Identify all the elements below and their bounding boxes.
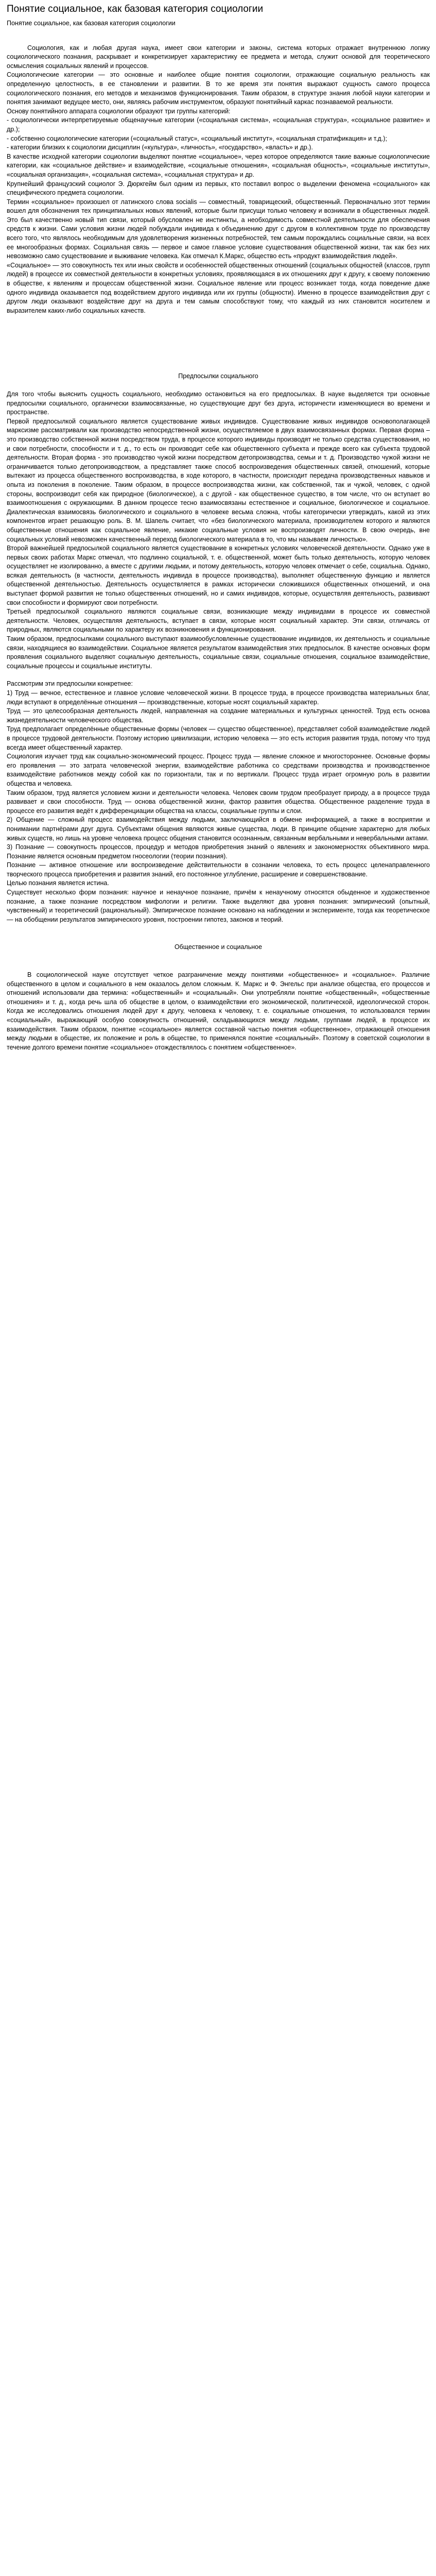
paragraph: Познание — активное отношение или воспроизведение действительности в сознании человека, то есть процесс целенаправленного творческого процесса приобретения и развития знаний, его постоянное углубление, расширение и совершенствование. [7, 861, 430, 878]
paragraph: Основу понятийного аппарата социологии образуют три группы категорий: [7, 107, 231, 115]
paragraph: «Социальное» — это совокупность тех или иных свойств и особенностей общественных отношений (социальных общностей (классов, групп людей) в процессе их совместной деятельности в конкретных условиях, проявляющаяся в их отношениях друг к другу, к своему положению в обществе, к явлениям и процессам общественной жизни. Социальное явление или процесс возникает тогда, когда поведение даже одного индивида оказывается под воздействием другого индивида или их группы (общности). Именно в процессе взаимодействия друг с другом люди оказывают воздействие друг на друга и тем самым способствуют тому, что каждый из них становится носителем и выразителем каких-либо социальных качеств. [7, 261, 430, 314]
paragraph: 3) Познание — совокупность процессов, процедур и методов приобретения знаний о явлениях и закономерностях объективного мира. Познание является основным предметом гносеологии (теории познания). [7, 843, 430, 860]
intro-section [7, 44, 430, 316]
document-subtitle: Понятие социальное, как базовая категория социологии [7, 20, 176, 27]
paragraph: 1) Труд — вечное, естественное и главное условие человеческой жизни. В процессе труда, в процессе производства материальных благ, люди вступают в определённые отношения — производственные, которые носят социальный характер. [7, 689, 430, 706]
document-content [7, 3, 430, 1052]
section-heading: Предпосылки социального [178, 372, 258, 380]
prerequisites-section [7, 390, 430, 671]
document-title: Понятие социальное, как базовая категория социологии [7, 4, 264, 14]
paragraph: Третьей предпосылкой социального являются социальные связи, возникающие между индивидами в процессе их совместной деятельности. Человек, осуществляя деятельность, вступает в связи, которые носят социальный характер. Эти связи, отличаясь от природных, являются социальными по характеру их возникновения и функционирования. [7, 608, 430, 634]
paragraph: Рассмотрим эти предпосылки конкретнее: [7, 680, 133, 688]
paragraph: Труд предполагает определённые общественные формы (человек — существо общественное), представляет собой взаимодействие людей в процессе трудовой деятельности. Поэтому историю цивилизации, историю человека — это есть история развития труда, потому что труд всегда имеет общественный характер. [7, 725, 430, 751]
paragraph: Крупнейший французский социолог Э. Дюркгейм был одним из первых, кто поставил вопрос о выделении феномена «социального» как специфического предмета социологии. [7, 180, 430, 197]
paragraph: Целью познания является истина. [7, 879, 109, 887]
paragraph: Таким образом, труд является условием жизни и деятельности человека. Человек своим трудом преобразует природу, а в процессе труда развивает и свои способности. Труд — основа общественной жизни, фактор развития общества. Общественное разделение труда в процессе его развития ведёт к дифференциации общества на классы, социальные группы и слои. [7, 789, 430, 815]
paragraph: Социология изучает труд как социально-экономический процесс. Процесс труда — явление сложное и многостороннее. Основные формы его проявления — это затрата человеческой энергии, взаимодействие работника со средствами производства и производственное взаимодействие работников между собой как по горизонтали, так и по вертикали. Процесс труда играет огромную роль в развитии общества и человека. [7, 753, 430, 787]
paragraph: Социология, как и любая другая наука, имеет свои категории и законы, система которых отражает внутреннюю логику социологического познания, раскрывает и конкретизирует характеристику ее предмета и метода, служит основой для теоретического осмысления социальных явлений и процессов. [7, 44, 430, 70]
paragraph: Социологические категории — это основные и наиболее общие понятия социологии, отражающие социальную реальность как определенную целостность, в ее становлении и развитии. В то же время эти понятия выражают сущность самого процесса социологического познания, его методов и механизмов функционирования. Таким образом, в структуре знания любой науки категории и понятия занимают ведущее место, они, являясь рабочим инструментом, образуют понятийный каркас познаваемой реальности. [7, 71, 430, 106]
paragraph: - собственно социологические категории («социальный статус», «социальный институт», «социальная стратификация» и т.д.); [7, 134, 387, 142]
paragraph: - категории близких к социологии дисциплин («культура», «личность», «государство», «власть» и др.). [7, 144, 313, 151]
paragraph: - социологически интерпретируемые общенаучные категории («социальная система», «социальная структура», «социальное развитие» и др.); [7, 116, 430, 133]
paragraph: Существует несколько форм познания: научное и ненаучное познание, причём к ненаучному относятся обыденное и художественное познание, а также познание посредством мифологии и религии. Также выделяют два уровня познания: эмпирический (опытный, чувственный) и теоретический (рациональный). Эмпирическое познание основано на наблюдении и эксперименте, тогда как теоретическое — на обобщении результатов эмпирического уровня, построении гипотез, законов и теорий. [7, 889, 430, 923]
public-and-social-section [7, 971, 430, 1052]
paragraph: Труд — это целесообразная деятельность людей, направленная на создание материальных и культурных ценностей. Труд есть основа жизнедеятельности человеческого общества. [7, 707, 430, 724]
details-section [7, 680, 430, 924]
paragraph: Для того чтобы выяснить сущность социального, необходимо остановиться на его предпосылках. В науке выделяется три основные предпосылки социального, органически взаимосвязанные, но существующие друг без друга, историчести изменяющиеся во времени и пространстве. [7, 391, 430, 416]
paragraph: Таким образом, предпосылками социального выступают взаимообусловленные существование индивидов, их деятельность и социальные связи, находящиеся во взаимодействии. Социальное является результатом взаимодействия этих предпосылок. В качестве основных форм проявления социального выделяют социальную деятельность, социальные связи, социальные отношения, социальное взаимодействие, социальные процессы и социальные институты. [7, 635, 430, 670]
paragraph: В социологической науке отсутствует четкое разграничение между понятиями «общественное» и «социальное». Различие общественного в целом и социального в нем оказалось делом сложным. К. Маркс и Ф. Энгельс при анализе общества, его процессов и отношений использовали два термина: «общественный» и «социальный». Они употребляли понятие «общественный», «общественные отношения» и т. д., когда речь шла об обществе в целом, о взаимодействии его экономической, политической, идеологической сторон. Когда же исследовались отношения людей друг к другу, человека к человеку, т. е. социальные отношения, то использовался термин «социальный», выражающий особую совокупность отношений, складывающихся между людьми, группами людей, в процессе их взаимодействия. Таким образом, понятие «социальное» является составной частью понятия «общественное», отражающей отношения между людьми в обществе, их положение и роль в обществе, то применялся понятие «социальный». Поэтому в советской социологии в течение долгого времени понятие «социальное» отождествлялось с понятием «общественное». [7, 971, 430, 1051]
paragraph: В качестве исходной категории социологии выделяют понятие «социальное», через которое определяются такие важные социологические категории, как «социальное действие» и взаимодействие, «социальные отношения», «социальная общность», «социальные институты», «социальная организация», «социальная система», «социальная структура» и др. [7, 152, 430, 178]
paragraph: Второй важнейшей предпосылкой социального является существование в конкретных условиях человеческой деятельности. Однако уже в первых своих работах Маркс отмечал, что подлинно социальной, т. е. общественной, может быть только деятельность, которую человек осуществляет не изолированно, а вместе с другими людьми, и потому деятельность, которую человек отмечает о себе, социальна. Однако, всякая деятельность (в частности, деятельность индивида в процессе производства), выполняет общественную функцию и является общественной деятельностью. Деятельность осуществляется в рамках исторически сложившихся общественных отношений, и она выступает формой развития не только общественных отношений, но и самих индивидов, которые, осуществляя деятельность, развивают свои способности и формируют свои потребности. [7, 545, 430, 606]
paragraph: Термин «социальное» произошел от латинского слова socialis — совместный, товарищеский, общественный. Первоначально этот термин вошел для обозначения тех принципиальных новых явлений, которые были присущи только человеку и возникали в общественных людей. Это был качественно новый тип связи, который обусловлен не инстинкты, а необходимость совместной деятельности для обеспечения средств к жизни. Сами условия жизни людей побуждали индивида к объединению друг с другом в коллективном труде по производству всего того, что являлось необходимым для удовлетворения жизненных потребностей, тем самым порождались социальные связи, на всех ее многообразных формах. Социальная связь — первое и самое главное условие существования общественной жизни, так как без них невозможно само существование и выживание человека. Как отмечал К.Маркс, общество есть «продукт взаимодействия людей». [7, 198, 430, 260]
paragraph: Первой предпосылкой социального является существование живых индивидов. Существование живых индивидов основополагающей марксизме рассматривали как производство непосредственной жизни, осуществляемое в двух взаимосвязанных формах. Первая форма – это производство собственной жизни посредством труда, в процессе которого индивиды производят не только средства существования, но и свои потребности, способности и т. д., то есть он производит себе как общественного субъекта и прежде всего как субъекта трудовой деятельности. Вторая форма - это производство чужой жизни посредством детопроизводства, семьи и т. д. Производство чужой жизни не ограничивается только детопроизводством, а представляет также способ воспроизведения общественных связей, отношений, которые вытекают из процесса общественного воспроизводства, в ходе которого, в частности, происходит передача производственных навыков и опыта из поколения в поколение. Таким образом, в процессе воспроизводства жизни, как собственной, так и чужой, человек, с одной стороны, воспроизводит себя как природное (биологическое), а с другой - как общественное существо, в том числе, что он вступает во взаимоотношения с окружающими. В данном процессе тесно взаимосвязаны естественное и социальное, биологическое и социальное. Диалектическая взаимосвязь биологического и социального в человеке весьма сложна, чтобы категорически утверждать, какой из этих компонентов играет решающую роль. В. М. Шапель считает, что «без биологического материала, производителем которого и являются общественные отношения как социальное явление, никакие социальные условия не воспроизводят личности. В свою очередь, вне социальных условий невозможен качественный переход биологического материала в то, что мы называем личностью». [7, 417, 430, 543]
section-heading: Общественное и социальное [174, 943, 263, 951]
paragraph: 2) Общение — сложный процесс взаимодействия между людьми, заключающийся в обмене информацией, а также в восприятии и понимании партнёрами друг друга. Субъектами общения являются живые существа, люди. В принципе общение характерно для любых живых существ, но лишь на уровне человека процесс общения становится осознанным, связанным вербальными и невербальными актами. [7, 816, 430, 842]
